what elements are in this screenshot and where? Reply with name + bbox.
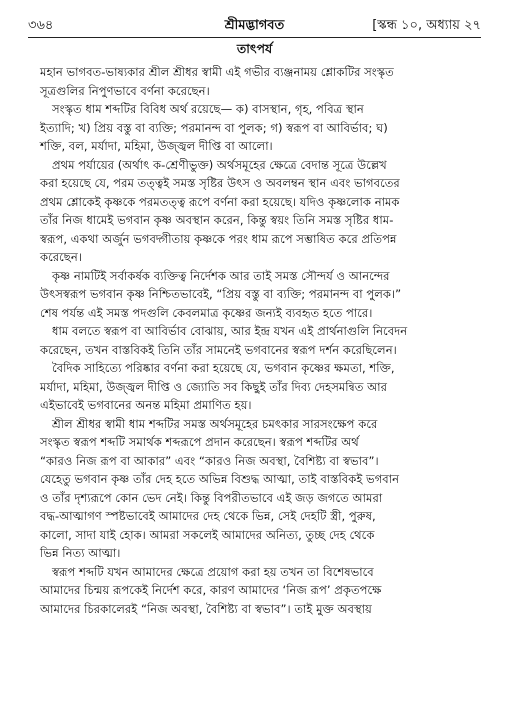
body-text (28, 63, 481, 618)
text-line: ও তাঁর দৃশ্যরূপে কোন ভেদ নেই। কিন্তু বিপরীতভাবে এই জড় জগতে আমরা (40, 490, 383, 505)
book-title: শ্রীমদ্ভাগবত (224, 18, 285, 33)
text-line: বৈদিক সাহিত্যে পরিষ্কার বর্ণনা করা হয়েছে যে, ভগবান কৃষ্ণের ক্ষমতা, শক্তি, (52, 361, 395, 375)
text-line: স্বরূপ, একথা অর্জুন ভগবদ্গীতায় কৃষ্ণকে পরং ধাম রূপে সম্ভাষিত করে প্রতিপন্ন (40, 231, 397, 246)
text-line: করা হয়েছে যে, পরম তত্ত্বই সমস্ত সৃষ্টির উৎস ও অবলম্বন স্থান এবং ভাগবতের (40, 176, 400, 190)
text-line: আমাদের চিরকালেরই “নিজ অবস্থা, বৈশিষ্ট্য বা স্বভাব”। তাই মুক্ত অবস্থায় (40, 601, 372, 616)
page-number: ৩৬৪ (28, 18, 54, 33)
paragraph (28, 563, 481, 619)
text-line: মহান ভাগবত-ভাষ্যকার শ্রীল শ্রীধর স্বামী এই গভীর ব্যঞ্জনাময় শ্লোকটির সংস্কৃত (40, 65, 394, 79)
text-line: শক্তি, বল, মর্যাদা, মহিমা, উজ্জ্বল দীপ্তি বা আলো। (40, 139, 273, 153)
text-line: সূত্রগুলির নিপুণভাবে বর্ণনা করেছেন। (40, 83, 210, 98)
text-line: কৃষ্ণ নামটিই সর্বাকর্ষক ব্যক্তিত্ব নির্দেশক আর তাই সমস্ত সৌন্দর্য ও আনন্দের (52, 268, 390, 283)
header-divider (28, 37, 481, 38)
text-line: শেষ পর্যন্ত এই সমস্ত পদগুলি কেবলমাত্র কৃষ্ণের জন্যই ব্যবহৃত হতে পারে। (40, 305, 373, 320)
text-line: আমাদের চিন্ময় রূপকেই নির্দেশ করে, কারণ আমাদের ‘নিজ রূপ’ প্রকৃতপক্ষে (40, 583, 382, 597)
text-line: তাঁর নিজ ধামেই ভগবান কৃষ্ণ অবস্থান করেন, কিন্তু স্বয়ং তিনি সমস্ত সৃষ্টির ধাম- (40, 213, 394, 227)
text-line: ইত্যাদি; খ) প্রিয় বস্তু বা ব্যক্তি; পরমানন্দ বা পুলক; গ) স্বরূপ বা আবির্ভাব; ঘ) (40, 120, 388, 135)
paragraph (28, 267, 481, 323)
paragraph (28, 322, 481, 359)
text-line: মর্যাদা, মহিমা, উজ্জ্বল দীপ্তি ও জ্যোতি সব কিছুই তাঁর দিব্য দেহসমন্বিত আর (40, 379, 388, 394)
text-line: স্বরূপ শব্দটি যখন আমাদের ক্ষেত্রে প্রয়োগ করা হয় তখন তা বিশেষভাবে (52, 564, 374, 579)
text-line: কালো, সাদা যাই হোক। আমরা সকলেই আমাদের অনিত্য, তুচ্ছ দেহ থেকে (40, 527, 375, 542)
paragraph (28, 415, 481, 563)
text-line: ধাম বলতে স্বরূপ বা আবির্ভাব বোঝায়, আর ইন্দ্র যখন এই প্রার্থনাগুলি নিবেদন (52, 324, 408, 338)
page-header (28, 14, 481, 36)
text-line: সংস্কৃত ধাম শব্দটির বিবিধ অর্থ রয়েছে— ক) বাসস্থান, গৃহ, পবিত্র স্থান (52, 102, 364, 116)
text-line: শ্রীল শ্রীধর স্বামী ধাম শব্দটির সমস্ত অর্থসমূহের চমৎকার সারসংক্ষেপ করে (52, 416, 378, 431)
purport-heading: তাৎপর্য (236, 41, 273, 56)
paragraph (28, 63, 481, 100)
text-line: করেছেন। (40, 250, 82, 264)
text-line: যেহেতু ভগবান কৃষ্ণ তাঁর দেহ হতে অভিন্ন বিশুদ্ধ আত্মা, তাই বাস্তবিকই ভগবান (40, 472, 400, 486)
text-line: প্রথম শ্লোকেই কৃষ্ণকে পরমতত্ত্ব রূপে বর্ণনা করা হয়েছে। যদিও কৃষ্ণলোক নামক (40, 194, 400, 209)
text-line: বদ্ধ-আত্মাগণ স্পষ্টভাবেই আমাদের দেহ থেকে ভিন্ন, সেই দেহটি স্ত্রী, পুরুষ, (40, 509, 376, 523)
text-line: উৎসস্বরূপ ভগবান কৃষ্ণ নিশ্চিতভাবেই, “প্রিয় বস্তু বা ব্যক্তি; পরমানন্দ বা পুলক।” (40, 287, 402, 301)
paragraph (28, 156, 481, 267)
text-line: প্রথম পর্যায়ের (অর্থাৎ ক-শ্রেণীভুক্ত) অর্থসমূহের ক্ষেত্রে বেদান্ত সূত্রে উল্লেখ (52, 157, 387, 172)
text-line: এইভাবেই ভগবানের অনন্ত মহিমা প্রমাণিত হয়। (40, 398, 252, 412)
section-reference: [স্কন্ধ ১০, অধ্যায় ২৭ (372, 18, 481, 33)
text-line: “কারও নিজ রূপ বা আকার” এবং “কারও নিজ অবস্থা, বৈশিষ্ট্য বা স্বভাব”। (40, 453, 379, 468)
paragraph (28, 100, 481, 156)
text-line: ভিন্ন নিত্য আত্মা। (40, 546, 121, 560)
paragraph (28, 359, 481, 415)
text-line: সংস্কৃত স্বরূপ শব্দটি সমার্থক শব্দরূপে প্রদান করেছেন। স্বরূপ শব্দটির অর্থ (40, 435, 359, 449)
text-line: করেছেন, তখন বাস্তবিকই তিনি তাঁর সামনেই ভগবানের স্বরূপ দর্শন করেছিলেন। (40, 342, 397, 357)
